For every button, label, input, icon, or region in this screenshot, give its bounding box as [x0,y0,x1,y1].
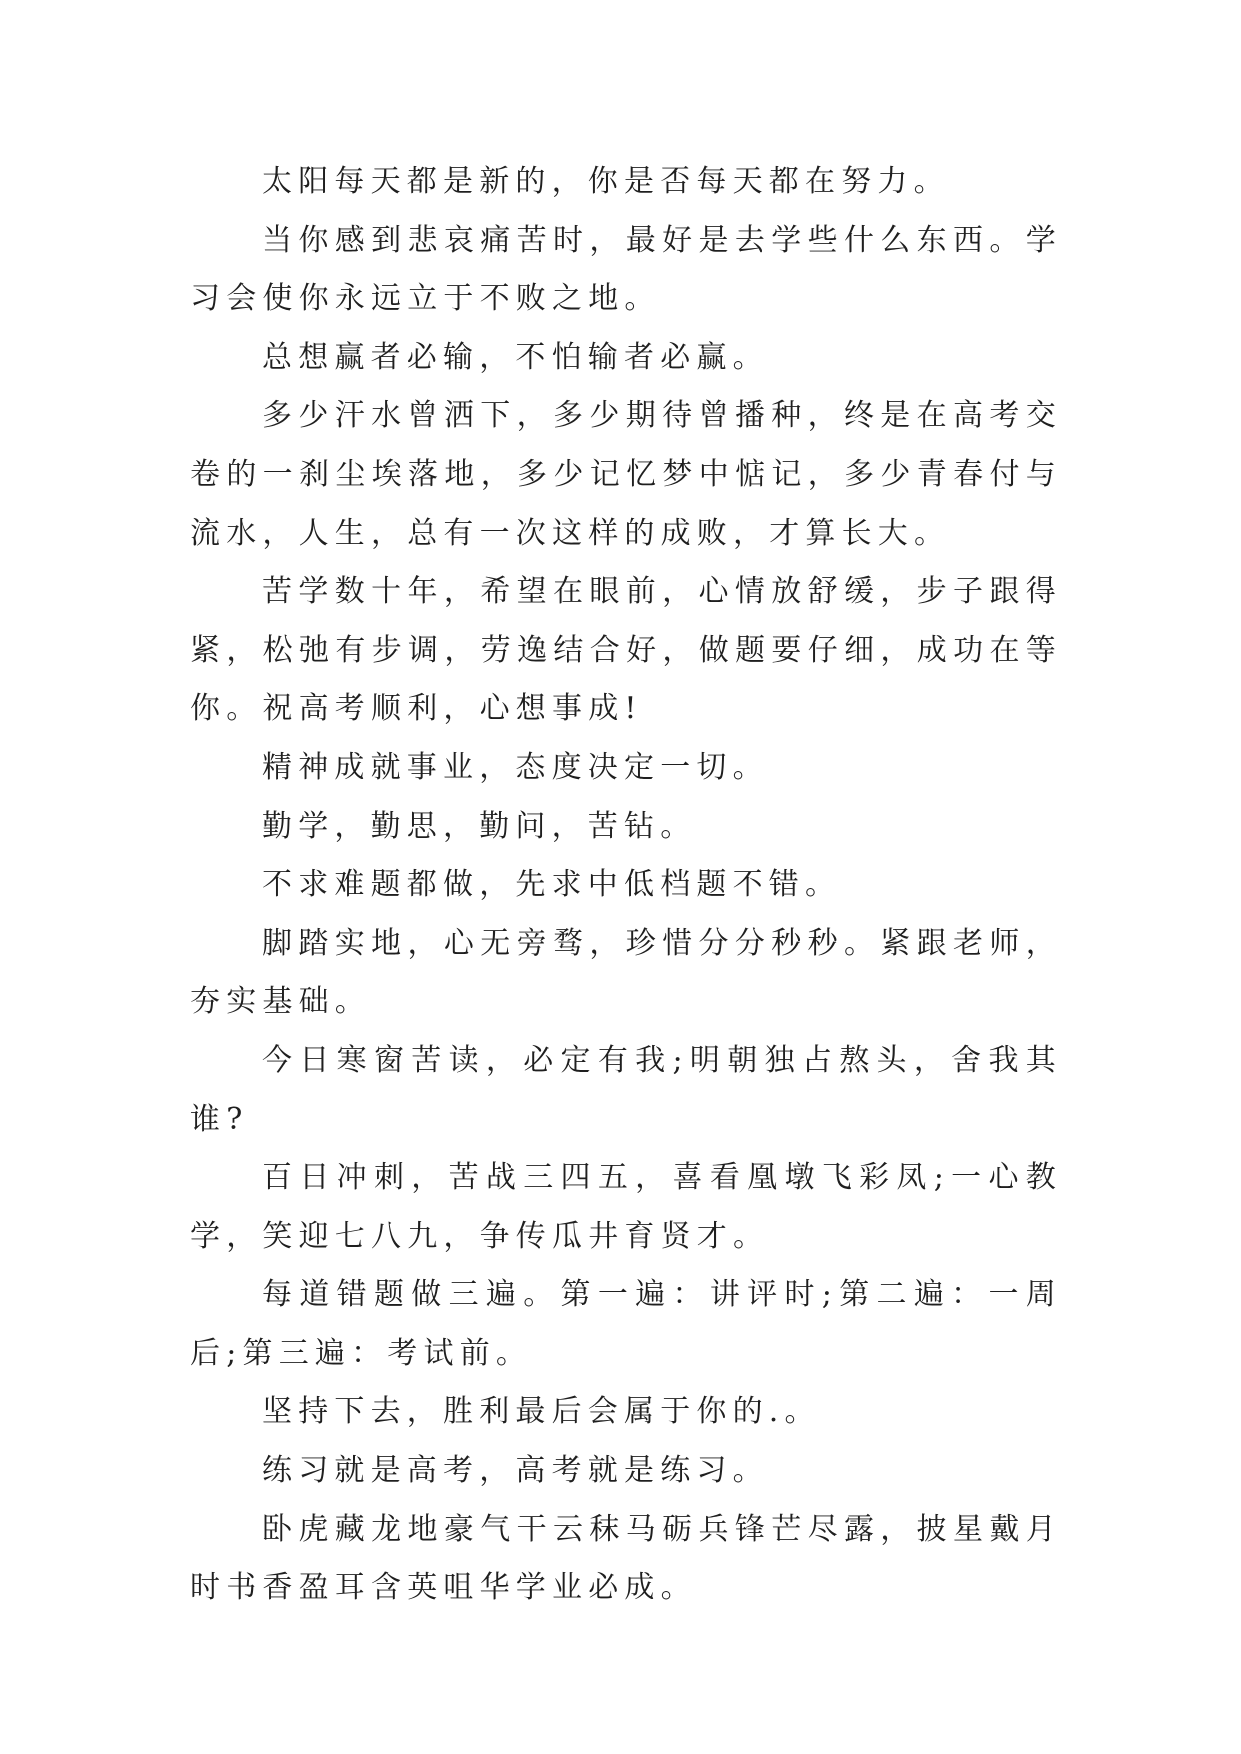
paragraph: 多少汗水曾洒下，多少期待曾播种，终是在高考交卷的一刹尘埃落地，多少记忆梦中惦记，多少青春付与流水，人生，总有一次这样的成败，才算长大。 [190,398,1062,551]
paragraph: 练习就是高考，高考就是练习。 [262,1453,769,1489]
paragraph: 当你感到悲哀痛苦时，最好是去学些什么东西。学习会使你永远立于不败之地。 [190,222,1062,317]
paragraph: 每道错题做三遍。第一遍：讲评时;第二遍：一周后;第三遍：考试前。 [190,1277,1062,1371]
paragraph: 精神成就事业，态度决定一切。 [262,749,769,785]
paragraph: 脚踏实地，心无旁骛，珍惜分分秒秒。紧跟老师，夯实基础。 [190,925,1062,1020]
paragraph: 总想赢者必输，不怕输者必赢。 [262,339,769,375]
paragraph: 勤学，勤思，勤问，苦钻。 [262,808,697,844]
document-body [190,153,1062,1618]
paragraph: 坚持下去，胜利最后会属于你的.。 [262,1394,821,1430]
paragraph: 不求难题都做，先求中低档题不错。 [262,867,842,903]
paragraph: 卧虎藏龙地豪气干云秣马砺兵锋芒尽露，披星戴月时书香盈耳含英咀华学业必成。 [190,1511,1062,1606]
paragraph: 今日寒窗苦读，必定有我;明朝独占熬头，舍我其谁? [190,1042,1062,1137]
paragraph: 太阳每天都是新的，你是否每天都在努力。 [262,164,950,199]
paragraph: 苦学数十年，希望在眼前，心情放舒缓，步子跟得紧，松弛有步调，劳逸结合好，做题要仔细，成功在等你。祝高考顺利，心想事成! [190,574,1062,727]
paragraph: 百日冲刺，苦战三四五，喜看凰墩飞彩凤;一心教学，笑迎七八九，争传瓜井育贤才。 [190,1160,1062,1254]
